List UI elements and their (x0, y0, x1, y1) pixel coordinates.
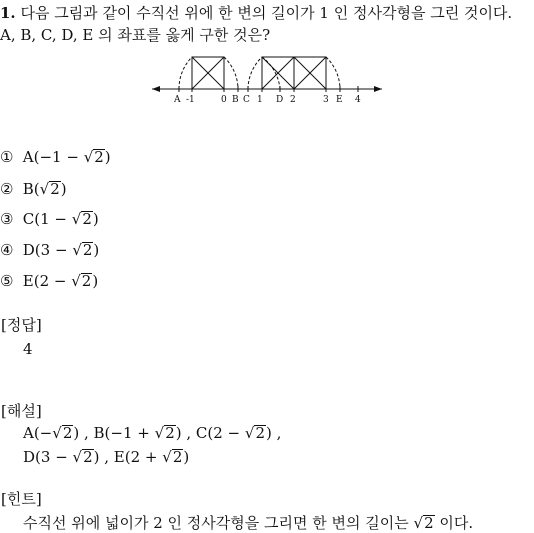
option-radicand: 2 (82, 210, 92, 228)
option-4[interactable]: ④ D(3 − √2) (0, 241, 100, 259)
explanation-line-1: A(−√2) , B(−1 + √2) , C(2 − √2) , (23, 424, 282, 442)
option-radicand: 2 (50, 180, 60, 198)
explanation-term: C(2 − (195, 424, 245, 442)
hint-pre: 수직선 위에 넓이가 2 인 정사각형을 그리면 한 변의 길이는 (23, 514, 414, 532)
explanation-term-end: ) , (265, 424, 282, 442)
label-D: D (276, 95, 284, 105)
arc-right-1 (248, 57, 262, 89)
option-radicand: 2 (81, 272, 92, 290)
option-5[interactable]: ⑤ E(2 − √2) (0, 272, 99, 290)
right-arrowhead (374, 86, 382, 92)
option-text: C(1 − (22, 210, 72, 228)
hint-text: 수직선 위에 넓이가 2 인 정사각형을 그리면 한 변의 길이는 √2 이다. (23, 514, 474, 532)
explanation-term: A(− (23, 424, 53, 442)
option-2[interactable]: ② B(√2) (0, 180, 67, 198)
answer-title: [정답] (1, 316, 42, 334)
label-1: 1 (257, 95, 263, 105)
option-text: E(2 − (22, 272, 72, 290)
explanation-radicand: 2 (165, 424, 175, 442)
explanation-radicand: 2 (83, 448, 93, 466)
question-line-2 (0, 24, 270, 45)
question-number: 1. (0, 4, 16, 22)
option-mark: ② (0, 180, 14, 198)
explanation-term: B(−1 + (93, 424, 155, 442)
label-A: A (174, 95, 181, 105)
label-E: E (336, 95, 343, 105)
explanation-term-end: ) , (73, 424, 94, 442)
number-line-figure (0, 46, 534, 156)
question-line-1 (0, 2, 512, 23)
option-text: B( (22, 180, 40, 198)
explanation-radicand: 2 (172, 448, 183, 466)
option-close: ) (104, 148, 111, 166)
answer-value: 4 (23, 340, 33, 358)
hint-post: 이다. (434, 514, 474, 532)
hint-radicand: 2 (424, 514, 434, 532)
explanation-title: [해설] (1, 402, 42, 420)
arc-left-2 (224, 57, 238, 89)
left-arrowhead (152, 86, 160, 92)
option-mark: ⑤ (0, 272, 14, 290)
label-3: 3 (323, 95, 329, 105)
option-mark: ① (0, 148, 14, 166)
label-0: 0 (221, 95, 227, 105)
option-close: ) (92, 272, 99, 290)
label-B: B (232, 95, 239, 105)
label-4: 4 (355, 95, 361, 105)
explanation-radicand: 2 (255, 424, 265, 442)
label-2: 2 (290, 95, 296, 105)
option-mark: ④ (0, 241, 14, 259)
explanation-term-end: ) (183, 448, 190, 466)
label-minus1: -1 (186, 95, 195, 105)
option-text: A(−1 − (22, 148, 84, 166)
option-text: D(3 − (22, 241, 73, 259)
explanation-term: E(2 + (113, 448, 163, 466)
label-C: C (243, 95, 250, 105)
explanation-term-end: ) , (175, 424, 196, 442)
option-radicand: 2 (82, 241, 93, 259)
arc-left-1 (179, 57, 192, 89)
explanation-term-end: ) , (93, 448, 114, 466)
question-text-2: A, B, C, D, E 의 좌표를 옳게 구한 것은? (0, 26, 271, 44)
hint-title: [힌트] (1, 490, 42, 508)
option-mark: ③ (0, 210, 14, 228)
arc-right-3 (326, 57, 340, 89)
explanation-term: D(3 − (23, 448, 73, 466)
option-close: ) (93, 241, 100, 259)
option-close: ) (92, 210, 99, 228)
explanation-radicand: 2 (62, 424, 73, 442)
option-close: ) (60, 180, 67, 198)
option-radicand: 2 (94, 148, 104, 166)
option-1[interactable]: ① A(−1 − √2) (0, 148, 111, 166)
explanation-line-2: D(3 − √2) , E(2 + √2) (23, 448, 190, 466)
question-text-1: 다음 그림과 같이 수직선 위에 한 변의 길이가 1 인 정사각형을 그린 것이다. (20, 4, 513, 22)
option-3[interactable]: ③ C(1 − √2) (0, 210, 99, 228)
